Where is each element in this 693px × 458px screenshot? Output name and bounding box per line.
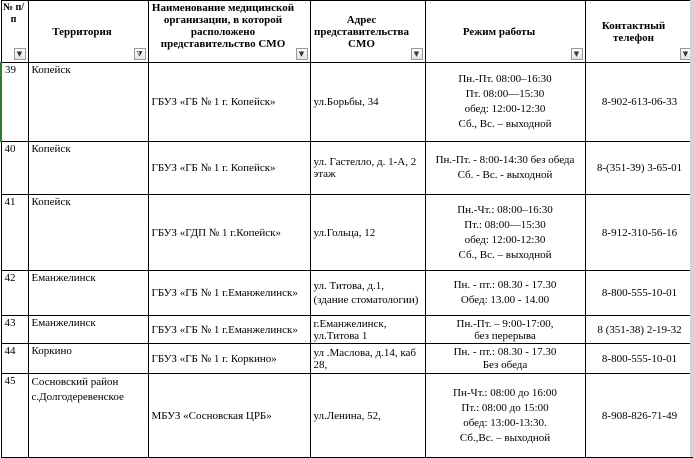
cell-phone[interactable]: 8-908-826-71-49 — [585, 374, 693, 458]
cell-phone[interactable]: 8 (351-38) 2-19-32 — [585, 316, 693, 344]
cell-num[interactable]: 42 — [1, 271, 28, 316]
cell-address[interactable]: ул.Гольца, 12 — [310, 195, 425, 271]
cell-num[interactable]: 40 — [1, 142, 28, 195]
filter-territory-funnel-icon[interactable]: ⧩ — [134, 48, 146, 60]
filter-num-dropdown-icon[interactable]: ▼ — [14, 48, 26, 60]
cell-org[interactable]: ГБУЗ «ГБ № 1 г. Копейск» — [148, 142, 310, 195]
cell-phone[interactable]: 8-(351-39) 3-65-01 — [585, 142, 693, 195]
cell-phone[interactable]: 8-902-613-06-33 — [585, 63, 693, 142]
cell-org[interactable]: ГБУЗ «ГБ № 1 г. Коркино» — [148, 344, 310, 374]
hours-line: Сб., Вс. – выходной — [458, 248, 552, 261]
cell-territory[interactable]: Еманжелинск — [28, 271, 148, 316]
cell-hours[interactable] — [425, 374, 585, 458]
table-row[interactable] — [1, 374, 693, 458]
hours-line: Пн.-Пт. 08:00–16:30 — [458, 73, 552, 85]
cell-hours[interactable] — [425, 271, 585, 316]
header-org — [148, 1, 310, 63]
cell-address[interactable]: ул .Маслова, д.14, каб 28, — [310, 344, 425, 374]
hours-line: Пт.: 08:00—15:30 — [464, 218, 546, 231]
table-row[interactable] — [1, 344, 693, 374]
hours-line: без перерыва — [474, 329, 536, 342]
table-row[interactable] — [1, 63, 693, 142]
cell-num[interactable]: 41 — [1, 195, 28, 271]
cell-address[interactable]: ул.Борьбы, 34 — [310, 63, 425, 142]
hours-line: обед: 13:00-13:30. — [463, 416, 547, 429]
header-territory-label: Территория — [52, 25, 112, 38]
filter-phone-dropdown-icon[interactable]: ▼ — [680, 48, 692, 60]
header-hours — [425, 1, 585, 63]
cell-hours[interactable] — [425, 142, 585, 195]
cell-num[interactable]: 39 — [1, 63, 28, 142]
cell-org[interactable]: ГБУЗ «ГБ № 1 г. Копейск» — [148, 63, 310, 142]
cell-territory[interactable]: Копейск — [28, 142, 148, 195]
cell-phone[interactable]: 8-912-310-56-16 — [585, 195, 693, 271]
header-num — [1, 1, 28, 63]
table-row[interactable] — [1, 316, 693, 344]
header-phone — [585, 1, 693, 63]
table-row[interactable] — [1, 271, 693, 316]
cell-hours[interactable] — [425, 195, 585, 271]
cell-num[interactable]: 44 — [1, 344, 28, 374]
hours-line: Пн. - пт.: 08.30 - 17.30 — [453, 345, 557, 358]
header-row — [1, 1, 693, 63]
cell-territory[interactable]: Еманжелинск — [28, 316, 148, 344]
cell-hours[interactable] — [425, 344, 585, 374]
table-row[interactable] — [1, 195, 693, 271]
filter-address-dropdown-icon[interactable]: ▼ — [411, 48, 423, 60]
cell-num[interactable]: 43 — [1, 316, 28, 344]
hours-line: Пн.-Чт.: 08:00–16:30 — [457, 203, 553, 216]
cell-phone[interactable]: 8-800-555-10-01 — [585, 344, 693, 374]
cell-hours[interactable] — [425, 63, 585, 142]
cell-address[interactable]: ул. Титова, д.1, (здание стоматологии) — [310, 271, 425, 316]
cell-address[interactable]: г.Еманжелинск, ул.Титова 1 — [310, 316, 425, 344]
header-num-label: № п/п — [2, 2, 25, 25]
table-row[interactable] — [1, 142, 693, 195]
hours-line: обед: 12:00-12:30 — [464, 103, 546, 115]
cell-address[interactable]: ул. Гастелло, д. 1-А, 2 этаж — [310, 142, 425, 195]
cell-phone[interactable]: 8-800-555-10-01 — [585, 271, 693, 316]
header-address — [310, 1, 425, 63]
hours-line: Пн.-Пт. - 8:00-14:30 без обеда — [435, 154, 575, 166]
cell-territory[interactable]: Сосновский район с.Долгодеревенское — [28, 374, 148, 458]
hours-line: Пн. - пт.: 08.30 - 17.30 — [453, 279, 557, 291]
cell-address[interactable]: ул.Ленина, 52, — [310, 374, 425, 458]
cell-territory[interactable]: Коркино — [28, 344, 148, 374]
hours-line: обед: 12:00-12:30 — [464, 233, 546, 246]
hours-line: Пт.: 08:00 до 15:00 — [461, 401, 549, 414]
header-org-label: Наименование медицинской организации, в которой расположено представительство СМО — [151, 2, 295, 50]
header-address-label: Адрес представительства СМО — [314, 13, 409, 50]
hours-line: Без обеда — [482, 358, 528, 371]
header-hours-label: Режим работы — [462, 25, 536, 38]
hours-line: Пн-Чт.: 08:00 до 16:00 — [453, 386, 557, 399]
hours-line: Сб., Вс. – выходной — [458, 118, 552, 130]
cell-num[interactable]: 45 — [1, 374, 28, 458]
hours-line: Обед: 13.00 - 14.00 — [460, 294, 550, 306]
cell-org[interactable]: МБУЗ «Сосновская ЦРБ» — [148, 374, 310, 458]
cell-org[interactable]: ГБУЗ «ГБ № 1 г.Еманжелинск» — [148, 316, 310, 344]
cell-territory[interactable]: Копейск — [28, 195, 148, 271]
hours-line: Пн.-Пт. – 9:00-17:00, — [456, 317, 554, 330]
cell-territory[interactable]: Копейск — [28, 63, 148, 142]
hours-line: Пт. 08:00—15:30 — [465, 88, 545, 100]
cell-org[interactable]: ГБУЗ «ГДП № 1 г.Копейск» — [148, 195, 310, 271]
header-phone-label: Контактный телефон — [601, 19, 666, 44]
hours-line: Сб. - Вс. - выходной — [457, 169, 553, 181]
cell-hours[interactable] — [425, 316, 585, 344]
filter-org-dropdown-icon[interactable]: ▼ — [296, 48, 308, 60]
hours-line: Сб.,Вс. – выходной — [459, 431, 551, 444]
cell-org[interactable]: ГБУЗ «ГБ № 1 г.Еманжелинск» — [148, 271, 310, 316]
header-territory — [28, 1, 148, 63]
filter-hours-dropdown-icon[interactable]: ▼ — [571, 48, 583, 60]
